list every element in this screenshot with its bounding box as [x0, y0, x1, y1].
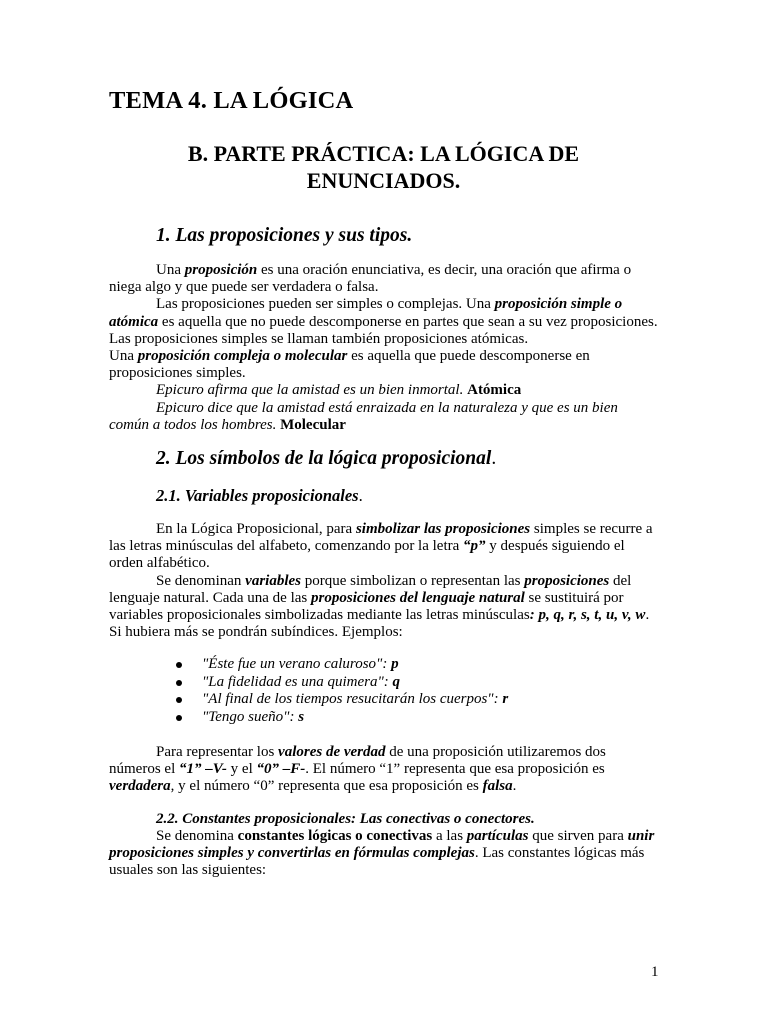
truth-values-paragraph: Para representar los valores de verdad de una proposición utilizaremos dos números el “1” –V- y el “0” –F-. El número “1” representa que esa proposición es verdadera, y el número “0” representa que esa proposición es falsa. — [109, 744, 606, 795]
paragraph-symbolize: En la Lógica Proposicional, para simbolizar las proposiciones simples se recurre a las letras minúsculas del alfabeto, comenzando por la letra “p” y después siguiendo el orden alfabético. — [109, 521, 653, 572]
bullet-icon — [176, 697, 182, 703]
subsection-2-2-heading: 2.2. Constantes proposicionales: Las conectivas o conectores. — [156, 811, 535, 827]
list-item: "Al final de los tiempos resucitarán los cuerpos": r — [176, 691, 508, 709]
subsection-2-1-heading: 2.1. Variables proposicionales. — [156, 486, 363, 505]
example-atomic: Epicuro afirma que la amistad es un bien inmortal. Atómica — [156, 382, 522, 399]
section-1-body — [109, 262, 661, 434]
list-item: "Tengo sueño": s — [176, 709, 508, 727]
bullet-icon — [176, 715, 182, 721]
bullet-icon — [176, 680, 182, 686]
paragraph-simple-atomic: Las proposiciones pueden ser simples o complejas. Una proposición simple o atómica es aquella que no puede descomponerse en partes que sean a su vez proposiciones. Las proposiciones simples se llaman también proposiciones atómicas. — [109, 296, 658, 347]
bullet-icon — [176, 662, 182, 668]
part-title-line-1: B. PARTE PRÁCTICA: LA LÓGICA DE — [187, 141, 580, 166]
paragraph-complex-molecular: Una proposición compleja o molecular es aquella que puede descomponerse en proposiciones simples. — [109, 348, 590, 382]
example-molecular: Epicuro dice que la amistad está enraizada en la naturaleza y que es un bien común a todos los hombres. Molecular — [109, 399, 618, 433]
page-number: 1 — [651, 964, 659, 980]
part-title-line-2: ENUNCIADOS. — [306, 168, 461, 193]
paragraph-variables: Se denominan variables porque simbolizan o representan las proposiciones del lenguaje natural. Cada una de las proposiciones del lenguaje natural se sustituirá por variables proposicionales simbolizadas mediante las letras minúsculas: p, q, r, s, t, u, v, w. Si hubiera más se pondrán subíndices. Ejemplos: — [109, 572, 650, 641]
part-title — [109, 140, 658, 194]
examples-list — [176, 656, 508, 726]
paragraph-definition: Una proposición es una oración enunciativa, es decir, una oración que afirma o niega algo y que puede ser verdadera o falsa. — [109, 262, 632, 296]
section-2-heading: 2. Los símbolos de la lógica proposicional. — [156, 448, 497, 469]
connectives-paragraph: Se denomina constantes lógicas o conectivas a las partículas que sirven para unir proposiciones simples y convertirlas en fórmulas complejas. Las constantes lógicas más usuales son las siguientes: — [109, 828, 655, 879]
document-title: TEMA 4. LA LÓGICA — [109, 87, 354, 114]
section-1-heading: 1. Las proposiciones y sus tipos. — [156, 225, 413, 246]
list-item: "Éste fue un verano caluroso": p — [176, 656, 508, 674]
list-item: "La fidelidad es una quimera": q — [176, 674, 508, 692]
section-2-1-body — [109, 521, 661, 641]
